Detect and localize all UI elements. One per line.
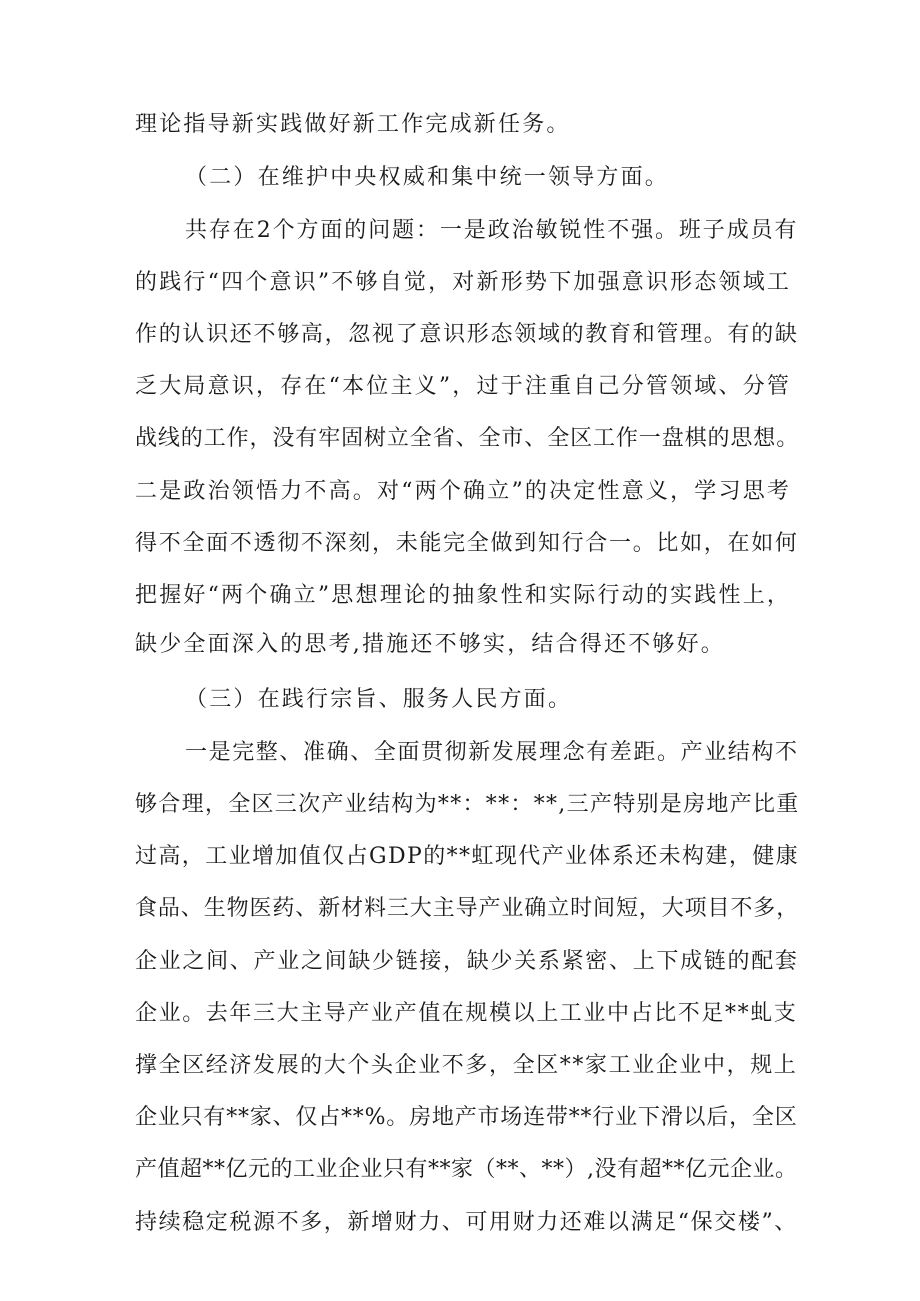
body-text-line: 得不全面不透彻不深刻，未能完全做到知行合一。比如，在如何 <box>135 531 799 556</box>
body-text-line: 战线的工作，没有牢固树立全省、全市、全区工作一盘棋的思想。 <box>135 426 800 451</box>
body-text-line: 共存在2个方面的问题：一是政治敏锐性不强。班子成员有 <box>185 218 799 243</box>
body-text-line: 过高，工业增加值仅占GDP的**虹现代产业体系还未构建，健康 <box>135 844 800 869</box>
body-text-line: 食品、生物医药、新材料三大主导产业确立时间短，大项目不多， <box>135 896 800 921</box>
body-text-line: 一是完整、准确、全面贯彻新发展理念有差距。产业结构不 <box>185 740 799 765</box>
body-text-line: 企业只有**家、仅占**%。房地产市场连带**行业下滑以后，全区 <box>135 1105 798 1130</box>
body-text-line: 理论指导新实践做好新工作完成新任务。 <box>135 112 571 137</box>
section-heading-three: （三）在践行宗旨、服务人民方面。 <box>185 687 573 712</box>
body-text-line: 二是政治领悟力不高。对“两个确立”的决定性意义，学习思考 <box>135 479 792 504</box>
body-text-line: 作的认识还不够高，忽视了意识形态领域的教育和管理。有的缺 <box>135 322 799 347</box>
body-text-line: 把握好“两个确立”思想理论的抽象性和实际行动的实践性上， <box>135 583 792 608</box>
body-text-line: 企业之间、产业之间缺少链接，缺少关系紧密、上下成链的配套 <box>135 949 799 974</box>
section-heading-two: （二）在维护中央权威和集中统一领导方面。 <box>185 165 670 190</box>
body-text-line: 缺少全面深入的思考,措施还不够实，结合得还不够好。 <box>135 632 725 657</box>
body-text-line: 产值超**亿元的工业企业只有**家（**、**）,没有超**亿元企业。 <box>135 1157 798 1182</box>
body-text-line: 撑全区经济发展的大个头企业不多，全区**家工业企业中，规上 <box>135 1053 798 1078</box>
body-text-line: 持续稳定税源不多，新增财力、可用财力还难以满足“保交楼”、 <box>135 1210 798 1235</box>
body-text-line: 企业。去年三大主导产业产值在规模以上工业中占比不足**虬支 <box>135 1001 798 1026</box>
body-text-line: 乏大局意识，存在“本位主义”，过于注重自己分管领域、分管 <box>135 374 792 399</box>
body-text-line: 的践行“四个意识”不够自觉，对新形势下加强意识形态领域工 <box>135 270 792 295</box>
body-text-line: 够合理，全区三次产业结构为**：**：**,三产特别是房地产比重 <box>135 792 800 817</box>
